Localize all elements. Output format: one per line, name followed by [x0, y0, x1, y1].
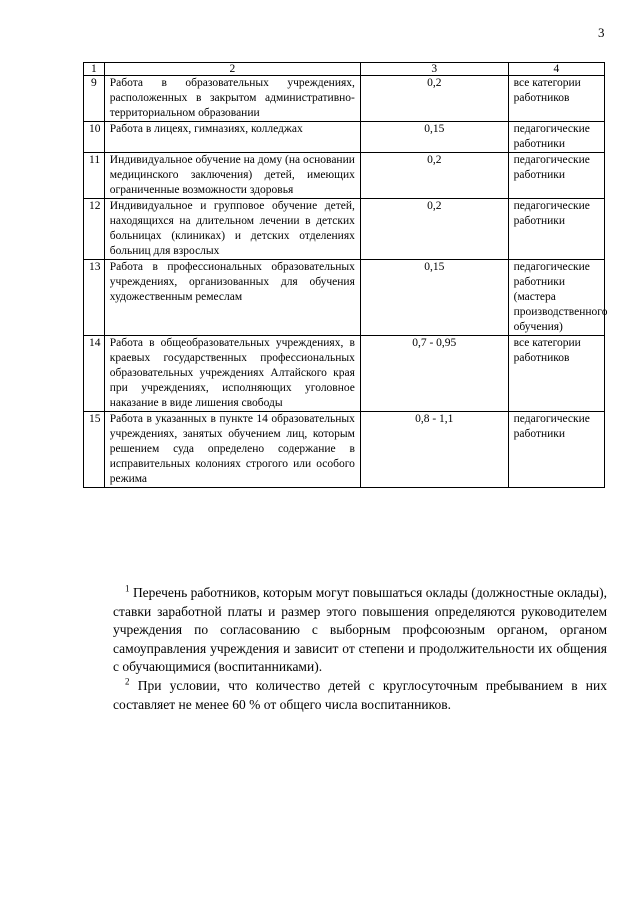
- row-coefficient: 0,2: [360, 153, 508, 199]
- column-header-1: 1: [84, 63, 105, 76]
- table-header-row: [84, 63, 605, 76]
- row-description: Индивидуальное и групповое обучение детей, находящихся на длительном лечении в детских больницах (клиниках) и детских отделениях больниц для взрослых: [104, 199, 360, 260]
- row-description: Работа в профессиональных образовательных учреждениях, организованных для обучения художественным ремеслам: [104, 260, 360, 336]
- coefficients-table: [83, 62, 608, 488]
- row-workers: педагогические работники: [508, 199, 604, 260]
- row-description: Работа в образовательных учреждениях, расположенных в закрытом административно-территориальном образовании: [104, 76, 360, 122]
- row-workers: педагогические работники: [508, 122, 604, 153]
- row-coefficient: 0,2: [360, 199, 508, 260]
- footnotes: [113, 584, 607, 714]
- row-number: 10: [84, 122, 105, 153]
- row-coefficient: 0,8 - 1,1: [360, 412, 508, 488]
- table-row: [84, 199, 605, 260]
- row-coefficient: 0,15: [360, 260, 508, 336]
- row-number: 12: [84, 199, 105, 260]
- footnote-mark: 2: [125, 676, 130, 687]
- table-row: [84, 122, 605, 153]
- table-row: [84, 412, 605, 488]
- table-row: [84, 76, 605, 122]
- row-coefficient: 0,15: [360, 122, 508, 153]
- row-description: Работа в указанных в пункте 14 образовательных учреждениях, занятых обучением лиц, которым решением суда определено содержание в исправительных колониях строгого или особого режима: [104, 412, 360, 488]
- footnote-text: Перечень работников, которым могут повышаться оклады (должностные оклады), ставки заработной платы и размер этого повышения определяются руководителем учреждения по согласованию с выборным профсоюзным органом, органом самоуправления учреждения и зависит от степени и продолжительности их общения с обучающимися (воспитанниками).: [113, 585, 607, 675]
- row-workers: педагогические работники: [508, 412, 604, 488]
- page-number: 3: [598, 25, 605, 40]
- row-number: 11: [84, 153, 105, 199]
- row-description: Работа в общеобразовательных учреждениях, в краевых государственных профессиональных образовательных учреждениях Алтайского края при учреждениях, исполняющих уголовное наказание в виде лишения свободы: [104, 336, 360, 412]
- row-coefficient: 0,7 - 0,95: [360, 336, 508, 412]
- footnote-2: [113, 677, 607, 714]
- footnote-text: При условии, что количество детей с круглосуточным пребыванием в них составляет не менее 60 % от общего числа воспитанников.: [113, 677, 607, 712]
- row-description: Индивидуальное обучение на дому (на основании медицинского заключения) детей, имеющих ограниченные возможности здоровья: [104, 153, 360, 199]
- row-number: 15: [84, 412, 105, 488]
- table-row: [84, 336, 605, 412]
- row-workers: все категории работников: [508, 336, 604, 412]
- row-workers: педагогические работники: [508, 153, 604, 199]
- row-workers: все категории работников: [508, 76, 604, 122]
- table-row: [84, 153, 605, 199]
- column-header-4: 4: [508, 63, 604, 76]
- row-number: 14: [84, 336, 105, 412]
- footnote-1: [113, 584, 607, 677]
- row-number: 13: [84, 260, 105, 336]
- column-header-2: 2: [104, 63, 360, 76]
- row-description: Работа в лицеях, гимназиях, колледжах: [104, 122, 360, 153]
- row-coefficient: 0,2: [360, 76, 508, 122]
- column-header-3: 3: [360, 63, 508, 76]
- footnote-mark: 1: [125, 583, 130, 594]
- row-number: 9: [84, 76, 105, 122]
- row-workers: педагогические работники (мастера производственного обучения): [508, 260, 604, 336]
- table-row: [84, 260, 605, 336]
